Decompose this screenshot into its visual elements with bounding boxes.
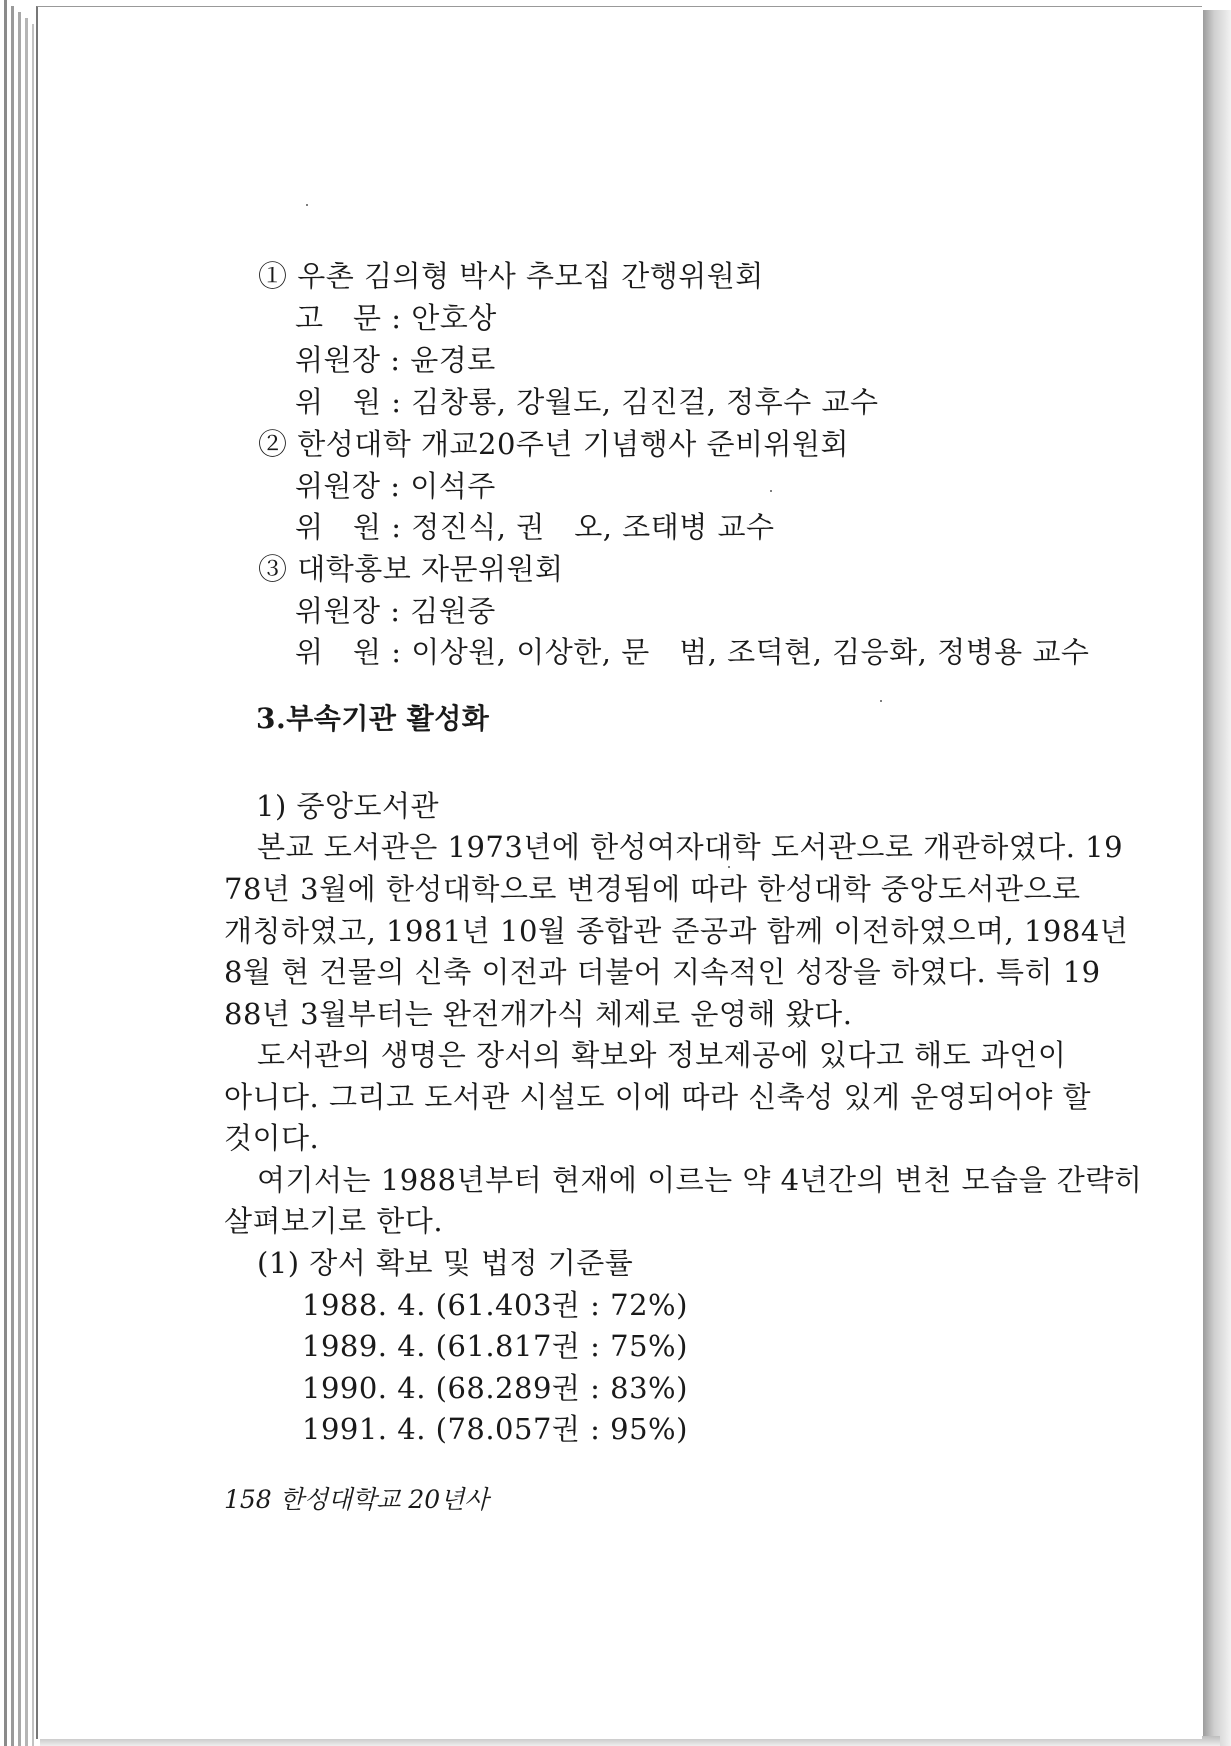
committee-member: 고 문 : 안호상 — [295, 301, 497, 335]
book-title: 한성대학교 20년사 — [279, 1485, 489, 1514]
committee-title: ③ 대학홍보 자문위원회 — [258, 552, 564, 586]
list-title: (1) 장서 확보 및 법정 기준률 — [257, 1246, 634, 1280]
scan-speck — [880, 700, 882, 702]
scan-speck — [770, 490, 772, 492]
paragraph-line: 아니다. 그리고 도서관 시설도 이에 따라 신축성 있게 운영되어야 할 — [224, 1080, 1092, 1114]
list-item: 1991. 4. (78.057권 : 95%) — [302, 1412, 688, 1446]
page-edge — [25, 18, 28, 1746]
scan-speck — [728, 866, 730, 868]
page-edge — [4, 0, 7, 1746]
paragraph-line: 78년 3월에 한성대학으로 변경됨에 따라 한성대학 중앙도서관으로 — [224, 872, 1081, 906]
paragraph-line: 개칭하였고, 1981년 10월 종합관 준공과 함께 이전하였으며, 1984년 — [224, 914, 1129, 948]
committee-title: ① 우촌 김의형 박사 추모집 간행위원회 — [258, 259, 764, 293]
scan-speck — [306, 204, 308, 206]
paragraph-line: 살펴보기로 한다. — [224, 1204, 444, 1238]
page-edge — [32, 24, 34, 1746]
page-edge — [18, 12, 21, 1746]
page-footer — [224, 1480, 488, 1516]
committee-member: 위원장 : 이석주 — [295, 469, 496, 503]
list-item: 1988. 4. (61.403권 : 72%) — [302, 1288, 688, 1322]
paragraph-line: 여기서는 1988년부터 현재에 이르는 약 4년간의 변천 모습을 간략히 — [257, 1163, 1143, 1197]
subsection-heading: 1) 중앙도서관 — [256, 789, 440, 823]
section-heading: 3.부속기관 활성화 — [256, 702, 490, 735]
list-item: 1989. 4. (61.817권 : 75%) — [302, 1329, 688, 1363]
paragraph-line: 본교 도서관은 1973년에 한성여자대학 도서관으로 개관하였다. 19 — [257, 830, 1124, 864]
page-edge — [11, 6, 14, 1746]
paragraph-line: 도서관의 생명은 장서의 확보와 정보제공에 있다고 해도 과언이 — [257, 1038, 1067, 1072]
committee-title: ② 한성대학 개교20주년 기념행사 준비위원회 — [258, 427, 850, 461]
committee-member: 위 원 : 정진식, 권 오, 조태병 교수 — [295, 510, 775, 544]
committee-member: 위 원 : 이상원, 이상한, 문 범, 조덕현, 김응화, 정병용 교수 — [295, 635, 1090, 669]
page-shadow-right — [1203, 10, 1231, 1746]
page-number: 158 — [224, 1485, 272, 1514]
committee-member: 위원장 : 김원중 — [295, 594, 496, 628]
committee-member: 위원장 : 윤경로 — [295, 343, 496, 377]
paragraph-line: 8월 현 건물의 신축 이전과 더불어 지속적인 성장을 하였다. 특히 19 — [224, 955, 1101, 989]
list-item: 1990. 4. (68.289권 : 83%) — [302, 1371, 688, 1405]
paragraph-line: 것이다. — [224, 1121, 320, 1155]
paragraph-line: 88년 3월부터는 완전개가식 체제로 운영해 왔다. — [224, 997, 853, 1031]
committee-member: 위 원 : 김창룡, 강월도, 김진걸, 정후수 교수 — [295, 385, 879, 419]
